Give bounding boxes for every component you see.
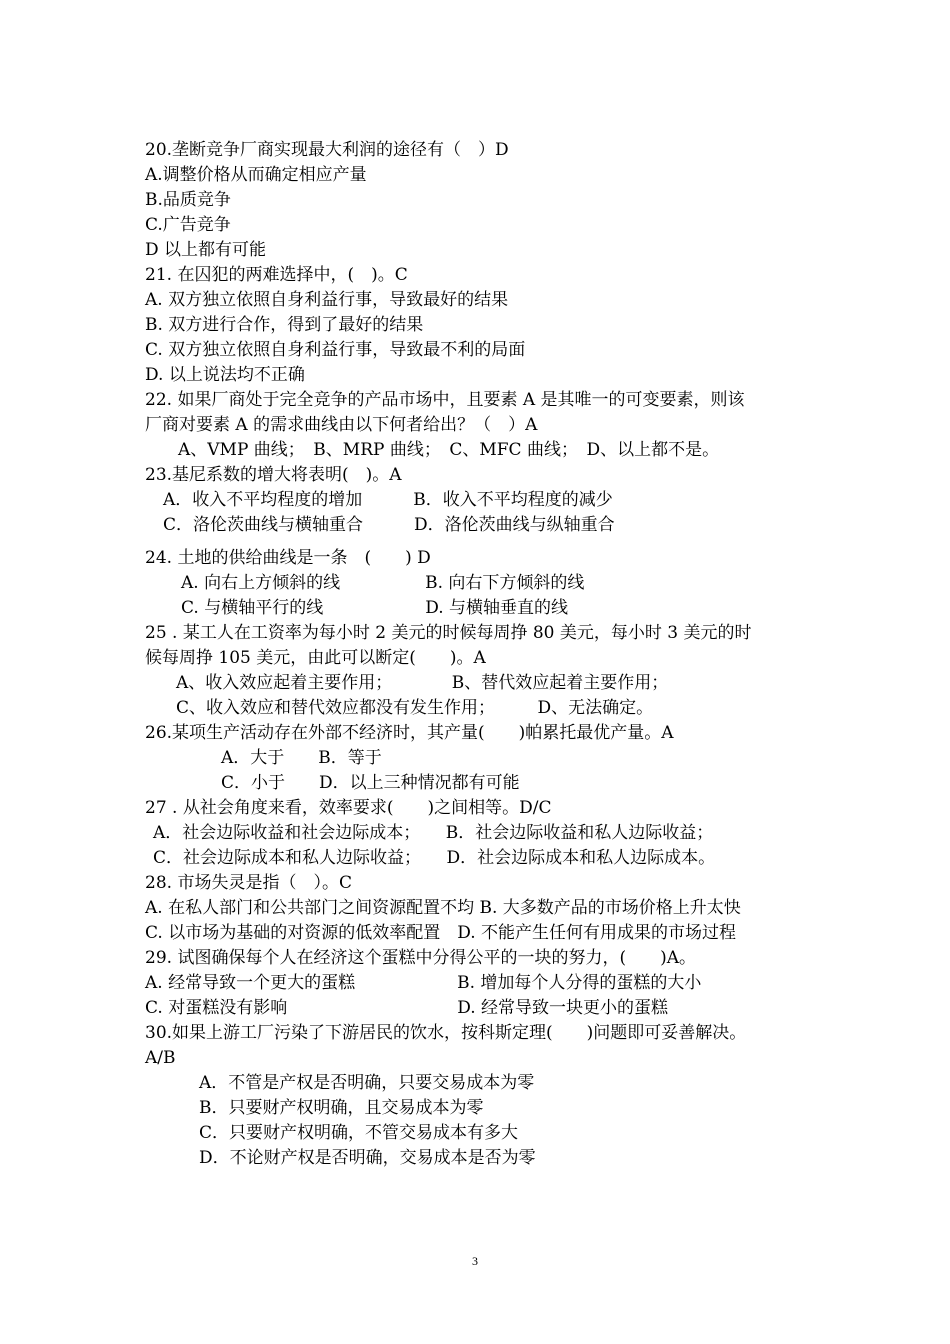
q20-option-d: D 以上都有可能 [145,240,267,260]
q30-option-a: A．不管是产权是否明确，只要交易成本为零 [199,1073,535,1093]
q30-option-c: C．只要财产权明确，不管交易成本有多大 [199,1123,519,1143]
q20-option-b: B.品质竞争 [145,190,231,210]
q30-option-d: D．不论财产权是否明确，交易成本是否为零 [199,1148,536,1168]
q29-options-cd: C. 对蛋糕没有影响 D. 经常导致一块更小的蛋糕 [145,998,669,1018]
q22-stem-line1: 22. 如果厂商处于完全竞争的产品市场中，且要素 A 是其唯一的可变要素，则该 [145,390,745,410]
q20-option-c: C.广告竞争 [145,215,231,235]
q26-options-cd: C．小于 D．以上三种情况都有可能 [221,773,520,793]
q23-stem: 23.基尼系数的增大将表明( )。A [145,465,402,485]
q20-option-a: A.调整价格从而确定相应产量 [145,165,367,185]
q26-options-ab: A．大于 B．等于 [221,748,382,768]
q30-answer: A/B [145,1048,176,1068]
q21-option-d: D. 以上说法均不正确 [145,365,305,385]
q25-stem-line1: 25 . 某工人在工资率为每小时 2 美元的时候每周挣 80 美元，每小时 3 美元的时 [145,623,752,643]
q27-options-cd: C．社会边际成本和私人边际收益； D．社会边际成本和私人边际成本。 [153,848,716,868]
q27-options-ab: A．社会边际收益和社会边际成本； B．社会边际收益和私人边际收益； [153,823,714,843]
q28-options-cd: C. 以市场为基础的对资源的低效率配置 D. 不能产生任何有用成果的市场过程 [145,923,737,943]
q22-options: A、VMP 曲线； B、MRP 曲线； C、MFC 曲线； D、以上都不是。 [178,440,720,460]
q21-option-a: A. 双方独立依照自身利益行事，导致最好的结果 [145,290,509,310]
q25-options-ab: A、收入效应起着主要作用； B、替代效应起着主要作用； [176,673,669,693]
q21-stem: 21. 在囚犯的两难选择中，( )。C [145,265,408,285]
q30-stem: 30.如果上游工厂污染了下游居民的饮水，按科斯定理( )问题即可妥善解决。 [145,1023,747,1043]
q25-stem-line2: 候每周挣 105 美元，由此可以断定( )。A [145,648,486,668]
q29-options-ab: A. 经常导致一个更大的蛋糕 B. 增加每个人分得的蛋糕的大小 [145,973,702,993]
q24-stem: 24. 土地的供给曲线是一条 ( ) D [145,548,431,568]
q23-options-cd: C．洛伦茨曲线与横轴重合 D．洛伦茨曲线与纵轴重合 [163,515,615,535]
q30-option-b: B．只要财产权明确，且交易成本为零 [199,1098,484,1118]
q26-stem: 26.某项生产活动存在外部不经济时，其产量( )帕累托最优产量。A [145,723,674,743]
q28-options-ab: A. 在私人部门和公共部门之间资源配置不均 B. 大多数产品的市场价格上升太快 [145,898,741,918]
q22-stem-line2: 厂商对要素 A 的需求曲线由以下何者给出？（ ）A [145,415,538,435]
page-number: 3 [472,1254,478,1268]
q21-option-b: B. 双方进行合作，得到了最好的结果 [145,315,424,335]
q28-stem: 28. 市场失灵是指（ ）。C [145,873,352,893]
q24-options-cd: C. 与横轴平行的线 D. 与横轴垂直的线 [181,598,569,618]
q24-options-ab: A. 向右上方倾斜的线 B. 向右下方倾斜的线 [181,573,585,593]
q23-options-ab: A．收入不平均程度的增加 B．收入不平均程度的减少 [163,490,613,510]
q25-options-cd: C、收入效应和替代效应都没有发生作用； D、无法确定。 [176,698,654,718]
q29-stem: 29. 试图确保每个人在经济这个蛋糕中分得公平的一块的努力，( )A。 [145,948,696,968]
q27-stem: 27 . 从社会角度来看，效率要求( )之间相等。D/C [145,798,552,818]
q21-option-c: C. 双方独立依照自身利益行事，导致最不利的局面 [145,340,526,360]
q20-stem: 20.垄断竞争厂商实现最大利润的途径有（ ）D [145,140,509,160]
